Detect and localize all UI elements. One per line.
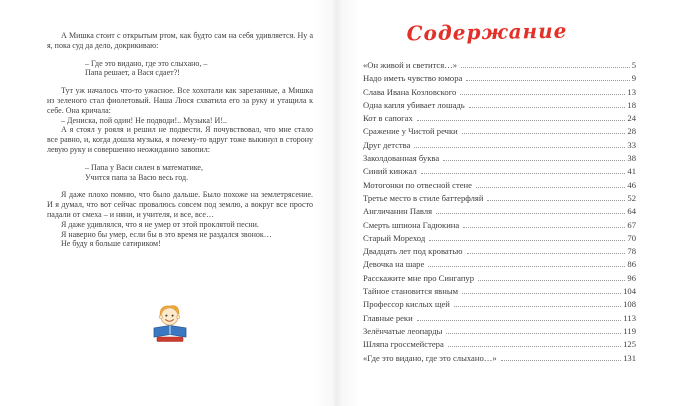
toc-row	[363, 246, 636, 259]
dot-leader	[428, 266, 625, 267]
dot-leader	[466, 80, 629, 81]
toc-row	[363, 339, 636, 352]
toc-entry-title: Шляпа гроссмейстера	[363, 339, 444, 350]
dot-leader	[476, 187, 625, 188]
toc-entry-title: Третье место в стиле баттерфляй	[363, 192, 484, 203]
story-text	[47, 31, 313, 249]
dot-leader	[446, 333, 621, 334]
toc-page-number: 33	[627, 139, 636, 150]
toc-page-number: 78	[627, 246, 636, 257]
paragraph: А Мишка стоит с открытым ртом, как будто сам на себя удивляется. Ну а я, пока суд да дело, докрикиваю:	[47, 31, 313, 50]
dot-leader	[462, 293, 621, 294]
toc-row	[363, 353, 636, 366]
dot-leader	[487, 200, 625, 201]
dot-leader	[462, 133, 626, 134]
toc-page-number: 108	[623, 299, 636, 310]
toc-entry-title: Девочка на шаре	[363, 259, 425, 270]
toc-row	[363, 87, 636, 100]
toc-entry-title: Старый Мореход	[363, 232, 426, 243]
toc-row	[363, 233, 636, 246]
toc-page-number: 38	[627, 153, 636, 164]
toc-entry-title: Надо иметь чувство юмора	[363, 73, 463, 84]
dot-leader	[414, 147, 625, 148]
toc-row	[363, 60, 636, 73]
toc-entry-title: Слава Ивана Козловского	[363, 86, 457, 97]
verse-line: Учится папа за Васю весь год.	[85, 172, 189, 182]
toc-entry-title: Мотогонки по отвесной стене	[363, 179, 472, 190]
toc-entry-title: Профессор кислых щей	[363, 299, 450, 310]
dot-leader	[436, 213, 625, 214]
toc-row	[363, 166, 636, 179]
page-spine-fold	[314, 0, 360, 406]
toc-page-number: 24	[627, 113, 636, 124]
toc-page-number: 64	[627, 206, 636, 217]
toc-entry-title: «Он живой и светится…»	[363, 60, 458, 70]
toc-row	[363, 313, 636, 326]
toc-page-number: 119	[623, 325, 636, 336]
paragraph: – Дениска, пой один! Не подводи!.. Музыка! И!..	[61, 115, 227, 125]
toc-row	[363, 299, 636, 312]
dot-leader	[463, 227, 625, 228]
toc-entry-title: Тайное становится явным	[363, 286, 459, 297]
toc-row	[363, 180, 636, 193]
dot-leader	[429, 240, 625, 241]
toc-page-number: 70	[627, 232, 636, 243]
dot-leader	[417, 120, 626, 121]
dot-leader	[454, 306, 621, 307]
toc-page-number: 86	[627, 259, 636, 270]
toc-entry-title: Двадцать лет под кроватью	[363, 246, 463, 257]
toc-row	[363, 206, 636, 219]
toc-row	[363, 140, 636, 153]
paragraph: А я стоял у рояля и решил не подвести. Я почувствовал, что мне стало все равно, и, когда дошла музыка, я почему-то вдруг тоже выкинул в сторону левую руку и совершенно неожиданно завопил:	[47, 125, 313, 154]
boy-with-books-drawing	[146, 301, 194, 347]
toc-row	[363, 220, 636, 233]
toc-row	[363, 73, 636, 86]
toc-entry-title: Главные реки	[363, 312, 413, 323]
toc-row	[363, 153, 636, 166]
verse-line: – Где это видано, где это слыхано, –	[85, 58, 208, 68]
toc-page-number: 9	[631, 73, 636, 84]
dot-leader	[460, 94, 625, 95]
toc-entry-title: Расскажите мне про Сингапур	[363, 272, 475, 283]
dot-leader	[448, 346, 621, 347]
dot-leader	[421, 173, 626, 174]
toc-row	[363, 113, 636, 126]
toc-entry-title: Друг детства	[363, 139, 411, 150]
toc-row	[363, 286, 636, 299]
toc-entry-title: Синий кинжал	[363, 166, 417, 177]
dot-leader	[461, 67, 630, 68]
toc-page-number: 67	[627, 219, 636, 230]
toc-page-number: 96	[627, 272, 636, 283]
toc-page-number: 104	[623, 286, 636, 297]
dot-leader	[469, 107, 626, 108]
toc-page-number: 5	[631, 60, 636, 70]
toc-page-number: 52	[627, 192, 636, 203]
paragraph: Я даже удивлялся, что я не умер от этой проклятой песни.	[61, 219, 259, 229]
dot-leader	[417, 320, 622, 321]
toc-row	[363, 193, 636, 206]
dot-leader	[501, 360, 621, 361]
toc-entry-title: Кот в сапогах	[363, 113, 413, 124]
toc-page-number: 18	[627, 99, 636, 110]
dot-leader	[478, 280, 625, 281]
toc-entry-title: Смерть шпиона Гадюкина	[363, 219, 460, 230]
paragraph: Не буду я больше сатириком!	[61, 239, 161, 249]
toc-page-number: 131	[623, 352, 636, 363]
paragraph: Я даже плохо помню, что было дальше. Было похоже на землетрясение. И я думал, что вот сейчас провалюсь совсем под землю, а вокруг все просто падали от смеха – и няни, и учителя, и все, все…	[47, 190, 313, 219]
toc-row	[363, 326, 636, 339]
toc-page-number: 13	[627, 86, 636, 97]
toc-page-number: 113	[623, 312, 636, 323]
toc-entry-title: Одна капля убивает лошадь	[363, 99, 465, 110]
toc-row	[363, 273, 636, 286]
verse-line: – Папа у Васи силен в математике,	[85, 162, 203, 172]
toc-entry-title: Сражение у Чистой речки	[363, 126, 458, 137]
toc-page-number: 28	[627, 126, 636, 137]
toc-entry-title: Англичанин Павля	[363, 206, 433, 217]
dot-leader	[467, 253, 626, 254]
toc-entry-title: Заколдованная буква	[363, 153, 440, 164]
verse-line: Папа решает, а Вася сдает?!	[85, 68, 180, 78]
toc-title: Содержание	[406, 18, 568, 46]
toc-row	[363, 259, 636, 272]
toc-row	[363, 100, 636, 113]
toc-page-number: 125	[623, 339, 636, 350]
table-of-contents	[363, 60, 636, 366]
dot-leader	[443, 160, 625, 161]
toc-page-number: 46	[627, 179, 636, 190]
paragraph: Тут уж началось что-то ужасное. Все хохотали как зарезанные, а Мишка из зеленого стал фиолетовый. Наша Люся схватила его за руку и утащила к себе. Она кричала:	[47, 86, 313, 115]
toc-row	[363, 126, 636, 139]
toc-entry-title: Зелёнчатые леопарды	[363, 325, 443, 336]
toc-entry-title: «Где это видано, где это слыхано…»	[363, 352, 497, 363]
toc-page-number: 41	[627, 166, 636, 177]
paragraph: Я наверно бы умер, если бы в это время не раздался звонок…	[61, 229, 272, 239]
boy-with-books-illustration	[146, 301, 194, 347]
